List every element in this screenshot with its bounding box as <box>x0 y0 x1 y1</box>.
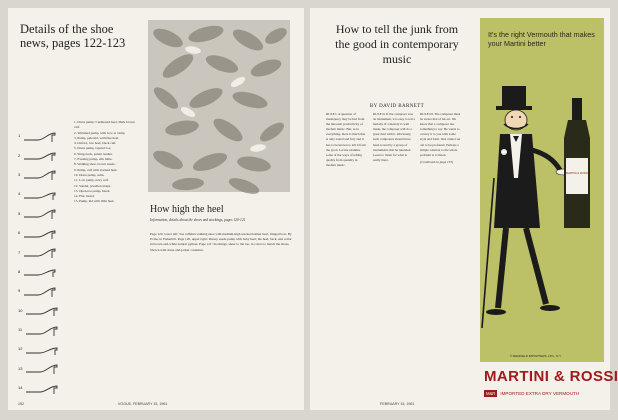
list-item: 3. Pump, pale kid, with fine heel. <box>74 135 120 140</box>
shoe-item <box>18 126 70 145</box>
list-item: 9. Pump, calf with stacked heel. <box>74 167 118 172</box>
shoe-item <box>18 223 70 242</box>
article-body: Page 120, lower left: Toe calfskin walking shoe with medium-high stacked leather heel, fringed bow. By Evins, in Fisherbilt. Page 120, upper right: Dressy suede pump with baby heel; the heel, back, and collar in brown-and-white natural python. Page 121: Stockings, sheer to the toe, in colors to match the shoes. Shown with dress-and-jacket costumes. <box>150 232 292 252</box>
high-heel-shoe-icon <box>24 361 60 375</box>
article-columns <box>326 112 462 396</box>
ad-credit: © RENFIELD IMPORTERS, LTD., N.Y. <box>510 354 562 358</box>
list-item: 13. Open-toe pump, black. <box>74 188 111 193</box>
continued-note: (Continued on page 153) <box>420 159 454 164</box>
page-heading: Details of the shoe news, pages 122-123 <box>20 22 126 50</box>
ad-brand-panel <box>480 362 618 410</box>
shoe-item <box>18 339 70 358</box>
list-item: 10. Dress pump, satin. <box>74 172 105 177</box>
shoe-item <box>18 359 70 378</box>
left-page <box>8 8 304 410</box>
high-heel-shoe-icon <box>22 206 58 220</box>
shoe-number: 10 <box>18 307 23 313</box>
shoe-item <box>18 301 70 320</box>
list-item: 12. Sandal, jewelled straps. <box>74 183 112 188</box>
section-heading: How high the heel <box>150 204 224 215</box>
ad-tagline-row <box>484 390 579 397</box>
shoe-item <box>18 204 70 223</box>
shoe-number: 12 <box>18 346 23 352</box>
shoe-number: 5 <box>18 210 21 216</box>
high-heel-shoe-icon <box>22 245 58 259</box>
shoe-illustration-list <box>18 126 70 397</box>
high-heel-shoe-icon <box>22 187 58 201</box>
shoe-item <box>18 242 70 261</box>
list-item: 8. Walking shoe, brown suede. <box>74 162 116 167</box>
shoe-collage-illustration <box>148 20 290 192</box>
high-heel-shoe-icon <box>24 323 60 337</box>
right-page <box>310 8 618 410</box>
shoe-number: 11 <box>18 327 23 333</box>
high-heel-shoe-icon <box>24 303 60 317</box>
shoe-item <box>18 145 70 164</box>
list-item: 11. Low pump, navy calf. <box>74 178 109 183</box>
high-heel-shoe-icon <box>22 167 58 181</box>
shoe-number: 3 <box>18 171 21 177</box>
high-heel-shoe-icon <box>22 226 58 240</box>
high-heel-shoe-icon <box>22 284 58 298</box>
shoe-photo <box>148 20 290 192</box>
page-footer: VOGUE, FEBRUARY 15, 1961 <box>118 402 168 406</box>
page-footer: FEBRUARY 15, 1961 <box>380 402 415 406</box>
high-heel-shoe-icon <box>22 148 58 162</box>
brand-badge: M&R <box>486 391 496 396</box>
article-column: RULE I. A question of inadequacy may be had from the innocent productivity of modern music. But, as in everything, there is much that is only sound and fury and it has to be known to tell it from the good. Let me examine some of the ways of telling quality from quantity in modern music. <box>326 112 366 167</box>
ad-brand: MARTINI & ROSSI <box>484 368 618 385</box>
ad-headline: It's the right Vermouth that makes your Martini better <box>488 30 595 48</box>
article-byline: BY DAVID BARNETT <box>369 104 425 109</box>
high-heel-shoe-icon <box>22 129 58 143</box>
shoe-number: 4 <box>18 191 21 197</box>
list-item: 14. Flat, lizard. <box>74 194 95 199</box>
page-number: 152 <box>18 402 24 406</box>
list-item: 1. Dress pump: Cushioned-heel, Dark brown calf. <box>74 120 135 130</box>
high-heel-shoe-icon <box>24 342 60 356</box>
shoe-number: 6 <box>18 230 21 236</box>
shoe-item <box>18 262 70 281</box>
shoe-details-list <box>74 120 138 205</box>
bottle-label: MARTINI & ROSSI <box>566 172 588 175</box>
shoe-number: 8 <box>18 268 21 274</box>
high-heel-shoe-icon <box>22 264 58 278</box>
list-item: 6. Sling-back, patent leather. <box>74 151 113 156</box>
gentleman-illustration <box>480 58 604 354</box>
shoe-number: 1 <box>18 133 21 139</box>
list-item: 5. Dress pump, tapered toe. <box>74 146 112 151</box>
list-item: 2. Trimmed pump, with bow at vamp. <box>74 130 126 135</box>
shoe-number: 14 <box>18 385 23 391</box>
shoe-number: 7 <box>18 249 21 255</box>
shoe-item <box>18 320 70 339</box>
article-column: RULE II. If the composer was an instrument, it is easy to tell a melody. If a melody is well made, the composer will do a great deal with it. Obviously, such composers should have been scored by a group of instruments that he intended. Learn to listen for what is really there. <box>373 112 415 162</box>
shoe-number: 9 <box>18 288 21 294</box>
shoe-item <box>18 184 70 203</box>
shoe-number: 13 <box>18 365 23 371</box>
article-title: How to tell the junk from the good in contemporary music <box>335 22 459 66</box>
shoe-number: 2 <box>18 152 21 158</box>
list-item: 7. Evening pump, silk faille. <box>74 157 113 162</box>
ad-tagline: IMPORTED EXTRA DRY VERMOUTH <box>500 391 580 396</box>
high-heel-shoe-icon <box>24 381 60 395</box>
list-item: 4. Oxford, low heel, black calf. <box>74 141 117 146</box>
shoe-item <box>18 281 70 300</box>
list-item: 15. Pump, kid with little heel. <box>74 199 115 204</box>
article-column <box>420 112 462 396</box>
section-caption: Information, details about the shoes and stockings, pages 120-121 <box>150 218 246 222</box>
shoe-item <box>18 165 70 184</box>
shoe-item <box>18 378 70 397</box>
vermouth-ad <box>480 18 618 410</box>
article-column-text: RULE III. The composer must be aware that of his art. We know that a composer has something to say. He wants to convey it to you with some style and form. One cannot set out to be profound. Perhaps a simple solution to the whole problem is to listen. <box>420 112 461 157</box>
